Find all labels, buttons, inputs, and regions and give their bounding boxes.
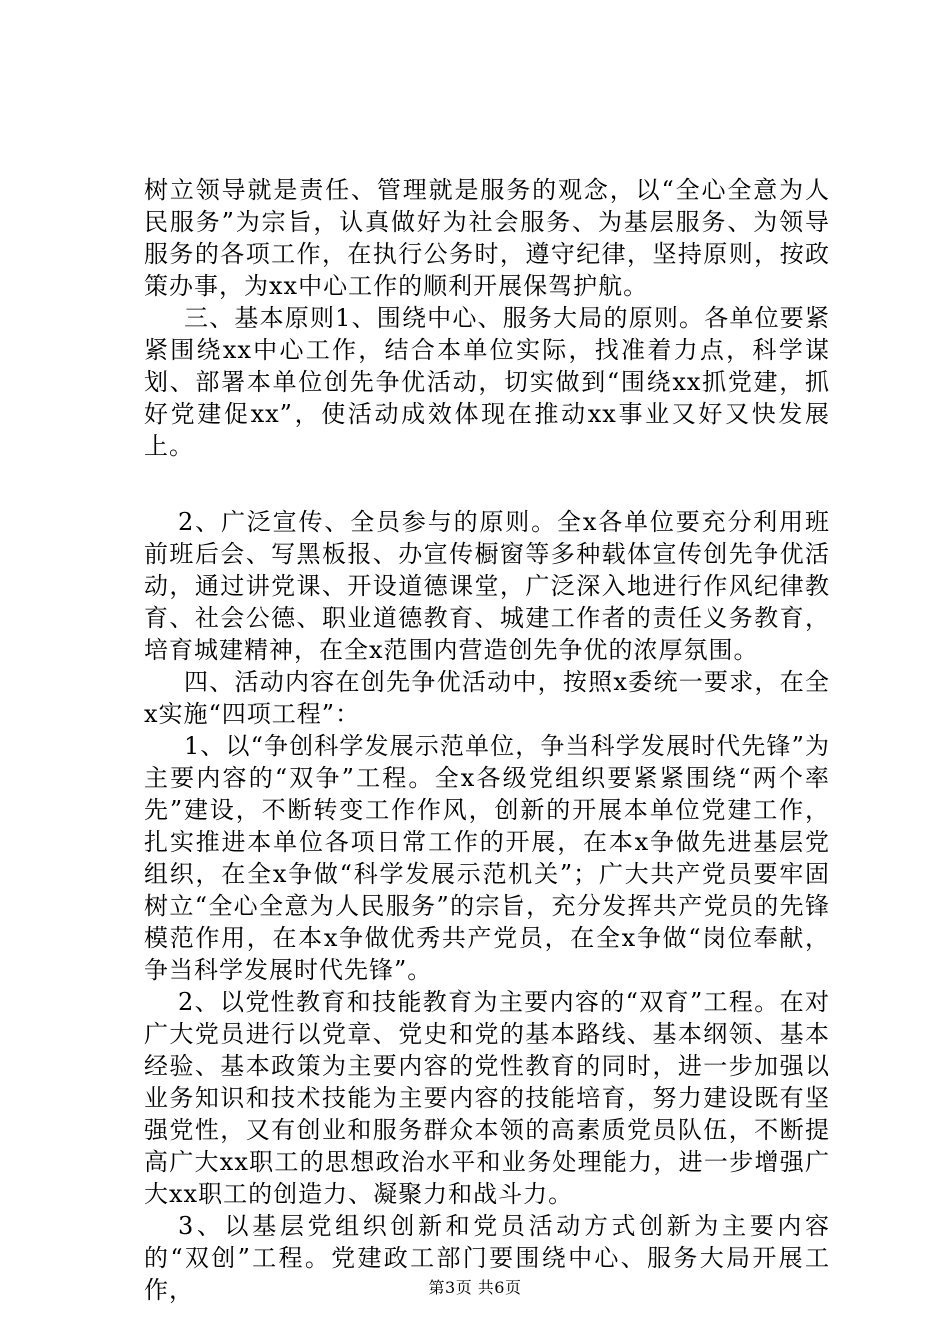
paragraph-shuang-zheng: 1、以“争创科学发展示范单位，争当科学发展时代先锋”为主要内容的“双争”工程。全x各级党组织要紧紧围绕“两个率先”建设，不断转变工作作风，创新的开展本单位党建工作，扎实推进本单位各项日常工作的开展，在本x争做先进基层党组织，在全x争做“科学发展示范机关”；广大共产党员要牢固树立“全心全意为人民服务”的宗旨，充分发挥共产党员的先锋模范作用，在本x争做优秀共产党员，在全x争做“岗位奉献，争当科学发展时代先锋”。 <box>144 732 830 984</box>
paragraph-basic-principle-1: 三、基本原则1、围绕中心、服务大局的原则。各单位要紧紧围绕xx中心工作，结合本单位实际，找准着力点，科学谋划、部署本单位创先争优活动，切实做到“围绕xx抓党建，抓好党建促xx”，使活动成效体现在推动xx事业又好又快发展上。 <box>144 304 830 460</box>
page-footer <box>0 1278 950 1298</box>
document-body <box>144 174 830 1306</box>
paragraph-shuang-chuang: 3、以基层党组织创新和党员活动方式创新为主要内容的“双创”工程。党建政工部门要围绕中心、服务大局开展工作， <box>144 1212 830 1304</box>
paragraph-gap <box>144 462 830 506</box>
paragraph-basic-principle-2: 2、广泛宣传、全员参与的原则。全x各单位要充分利用班前班后会、写黑板报、办宣传橱窗等多种载体宣传创先争优活动，通过讲党课、开设道德课堂，广泛深入地进行作风纪律教育、社会公德、职业道德教育、城建工作者的责任义务教育，培育城建精神，在全x范围内营造创先争优的浓厚氛围。 <box>144 508 830 664</box>
page-number-label: 第3页 共6页 <box>428 1278 522 1297</box>
paragraph-service-concept: 树立领导就是责任、管理就是服务的观念，以“全心全意为人民服务”为宗旨，认真做好为社会服务、为基层服务、为领导服务的各项工作，在执行公务时，遵守纪律，坚持原则，按政策办事，为xx中心工作的顺利开展保驾护航。 <box>144 176 830 300</box>
paragraph-shuang-yu: 2、以党性教育和技能教育为主要内容的“双育”工程。在对广大党员进行以党章、党史和党的基本路线、基本纲领、基本经验、基本政策为主要内容的党性教育的同时，进一步加强以业务知识和技术技能为主要内容的技能培育，努力建设既有坚强党性，又有创业和服务群众本领的高素质党员队伍，不断提高广大xx职工的思想政治水平和业务处理能力，进一步增强广大xx职工的创造力、凝聚力和战斗力。 <box>144 988 830 1208</box>
paragraph-activity-content: 四、活动内容在创先争优活动中，按照x委统一要求，在全x实施“四项工程”： <box>144 668 830 728</box>
